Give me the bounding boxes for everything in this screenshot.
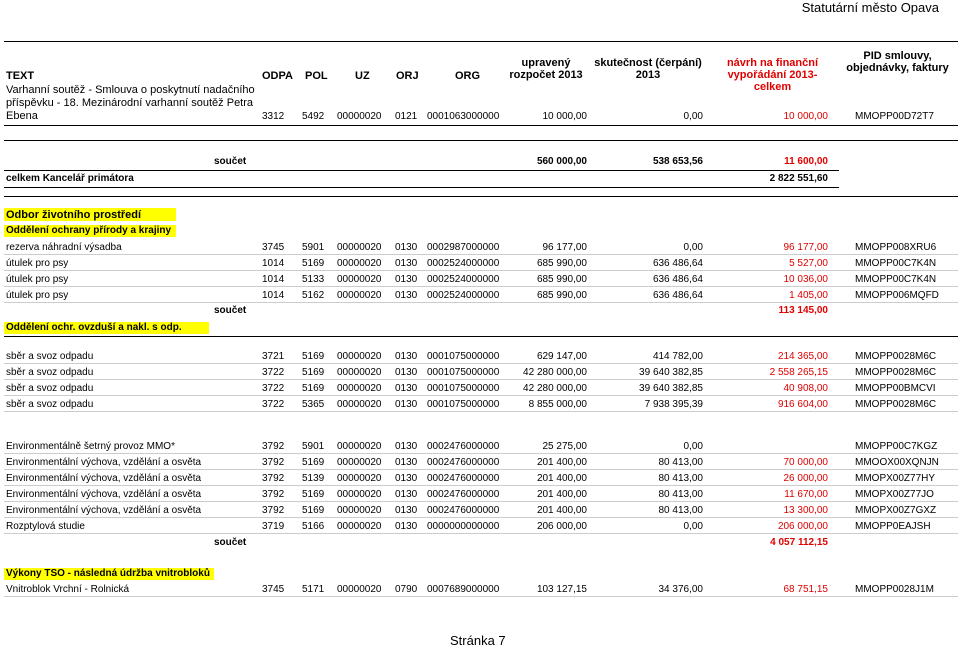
upraveny: 103 127,15: [536, 584, 587, 595]
odpa: 1014: [262, 258, 285, 269]
odpa: 3792: [262, 473, 285, 484]
upraveny: 96 177,00: [542, 242, 587, 253]
pid: MMOPX00Z7GXZ: [855, 505, 937, 516]
border: [4, 270, 958, 271]
org: 0002476000000: [427, 473, 500, 484]
pid: MMOPP008XRU6: [855, 242, 937, 253]
uz: 00000020: [337, 274, 382, 285]
uz: 00000020: [337, 441, 382, 452]
border: [4, 395, 958, 396]
uz: 00000020: [337, 290, 382, 301]
uz: 00000020: [337, 473, 382, 484]
col-pid: PID smlouvy, objednávky, faktury: [846, 50, 949, 74]
uz: 00000020: [337, 457, 382, 468]
border: [4, 254, 958, 255]
odpa: 3792: [262, 441, 285, 452]
pol: 5166: [302, 521, 325, 532]
odpa: 3312: [262, 111, 285, 122]
pid: MMOOX00XQNJN: [855, 457, 939, 468]
upraveny: 10 000,00: [542, 111, 587, 122]
soucet-navrh: 11 600,00: [784, 156, 828, 167]
page-header: Statutární město Opava: [801, 0, 939, 15]
border: [4, 485, 958, 486]
orj: 0130: [395, 489, 418, 500]
soucet-label: součet: [214, 156, 247, 167]
navrh: 916 604,00: [777, 399, 828, 410]
navrh: 68 751,15: [783, 584, 828, 595]
skutecnost: 0,00: [683, 441, 703, 452]
odpa: 1014: [262, 290, 285, 301]
navrh: 206 000,00: [777, 521, 828, 532]
skutecnost: 636 486,64: [652, 258, 703, 269]
org: 0002524000000: [427, 290, 500, 301]
skutecnost: 80 413,00: [658, 457, 703, 468]
border: [4, 379, 958, 380]
upraveny: 206 000,00: [536, 521, 587, 532]
col-pol: POL: [305, 70, 328, 82]
uz: 00000020: [337, 383, 382, 394]
uz: 00000020: [337, 521, 382, 532]
pol: 5139: [302, 473, 325, 484]
pid: MMOPP0028M6C: [855, 351, 937, 362]
pol: 5169: [302, 505, 325, 516]
orj: 0130: [395, 367, 418, 378]
border: [4, 363, 958, 364]
pol: 5169: [302, 383, 325, 394]
col-skutecnost: skutečnost (čerpání) 2013: [594, 57, 702, 81]
uz: 00000020: [337, 258, 382, 269]
row-text: útulek pro psy: [6, 258, 69, 269]
border: [4, 196, 958, 197]
section-title-ovzdusi: Oddělení ochr. ovzduší a nakl. s odp.: [6, 322, 182, 333]
pid: MMOPP00D72T7: [855, 111, 934, 122]
upraveny: 201 400,00: [536, 457, 587, 468]
upraveny: 42 280 000,00: [523, 367, 587, 378]
org: 0001075000000: [427, 383, 500, 394]
page-footer: Stránka 7: [450, 633, 506, 648]
pid: MMOPX00Z77HY: [855, 473, 936, 484]
uz: 00000020: [337, 367, 382, 378]
org: 0002476000000: [427, 489, 500, 500]
navrh: 40 908,00: [783, 383, 828, 394]
border: [4, 140, 958, 141]
col-orj: ORJ: [396, 70, 419, 82]
skutecnost: 0,00: [683, 111, 703, 122]
navrh: 10 036,00: [783, 274, 828, 285]
orj: 0130: [395, 383, 418, 394]
skutecnost: 0,00: [683, 242, 703, 253]
org: 0002524000000: [427, 274, 500, 285]
org: 0002476000000: [427, 505, 500, 516]
row-text: rezerva náhradní výsadba: [6, 242, 122, 253]
row-text: útulek pro psy: [6, 290, 69, 301]
pid: MMOPP00C7K4N: [855, 258, 937, 269]
pid: MMOPP0028M6C: [855, 399, 937, 410]
row-text: Rozptylová studie: [6, 521, 85, 532]
soucet-upraveny: 560 000,00: [536, 156, 587, 167]
upraveny: 629 147,00: [536, 351, 587, 362]
upraveny: 201 400,00: [536, 505, 587, 516]
pid: MMOPP00C7KGZ: [855, 441, 938, 452]
pol: 5169: [302, 351, 325, 362]
border: [4, 336, 958, 337]
orj: 0130: [395, 258, 418, 269]
row-text: Vnitroblok Vrchní - Rolnická: [6, 584, 130, 595]
org: 0001075000000: [427, 351, 500, 362]
odpa: 3745: [262, 242, 285, 253]
pol: 5492: [302, 111, 325, 122]
skutecnost: 7 938 395,39: [644, 399, 703, 410]
col-odpa: ODPA: [262, 70, 293, 82]
pol: 5133: [302, 274, 325, 285]
row-text: sběr a svoz odpadu: [6, 399, 94, 410]
row-text: Environmentální výchova, vzdělání a osvěta: [6, 473, 202, 484]
border: [4, 187, 839, 188]
border: [4, 469, 958, 470]
skutecnost: 636 486,64: [652, 290, 703, 301]
celkem-navrh: 2 822 551,60: [769, 173, 828, 184]
orj: 0130: [395, 505, 418, 516]
uz: 00000020: [337, 399, 382, 410]
odpa: 3721: [262, 351, 285, 362]
uz: 00000020: [337, 242, 382, 253]
col-upraveny: upravený rozpočet 2013: [509, 57, 583, 81]
border: [4, 533, 958, 534]
pol: 5169: [302, 367, 325, 378]
uz: 00000020: [337, 584, 382, 595]
skutecnost: 80 413,00: [658, 489, 703, 500]
orj: 0121: [395, 111, 418, 122]
navrh: 11 670,00: [784, 489, 828, 500]
uz: 00000020: [337, 505, 382, 516]
row-text: sběr a svoz odpadu: [6, 367, 94, 378]
col-uz: UZ: [355, 70, 370, 82]
org: 0001063000000: [427, 111, 500, 122]
row-text: Environmentálně šetrný provoz MMO*: [6, 441, 175, 452]
col-org: ORG: [455, 70, 481, 82]
border: [4, 411, 958, 412]
org: 0002476000000: [427, 441, 500, 452]
pid: MMOPP006MQFD: [855, 290, 939, 301]
ochrany-soucet: 113 145,00: [778, 305, 828, 316]
org: 0001075000000: [427, 399, 500, 410]
upraveny: 201 400,00: [536, 489, 587, 500]
row-text: sběr a svoz odpadu: [6, 383, 94, 394]
odpa: 3722: [262, 399, 285, 410]
celkem-label: celkem Kancelář primátora: [6, 173, 134, 184]
row-text: sběr a svoz odpadu: [6, 351, 94, 362]
skutecnost: 39 640 382,85: [639, 367, 703, 378]
navrh: 2 558 265,15: [769, 367, 828, 378]
env-soucet: 4 057 112,15: [770, 537, 828, 548]
row-text: útulek pro psy: [6, 274, 69, 285]
orj: 0130: [395, 399, 418, 410]
org: 0002524000000: [427, 258, 500, 269]
odbor-title: Odbor životního prostředí: [6, 209, 142, 221]
upraveny: 201 400,00: [536, 473, 587, 484]
navrh: 5 527,00: [789, 258, 828, 269]
pol: 5171: [302, 584, 325, 595]
navrh: 96 177,00: [783, 242, 828, 253]
skutecnost: 34 376,00: [658, 584, 703, 595]
section-title-ochrany: Oddělení ochrany přírody a krajiny: [6, 225, 172, 236]
orj: 0130: [395, 290, 418, 301]
border: [4, 170, 839, 171]
border: [4, 517, 958, 518]
skutecnost: 80 413,00: [658, 473, 703, 484]
skutecnost: 414 782,00: [652, 351, 703, 362]
odpa: 3722: [262, 367, 285, 378]
org: 0000000000000: [427, 521, 500, 532]
odpa: 3719: [262, 521, 285, 532]
border: [4, 596, 958, 597]
pol: 5162: [302, 290, 325, 301]
uz: 00000020: [337, 351, 382, 362]
soucet-label: součet: [214, 537, 247, 548]
orj: 0130: [395, 457, 418, 468]
pol: 5169: [302, 489, 325, 500]
navrh: 214 365,00: [777, 351, 828, 362]
pol: 5901: [302, 441, 325, 452]
org: 0002987000000: [427, 242, 500, 253]
navrh: 70 000,00: [783, 457, 828, 468]
skutecnost: 636 486,64: [652, 274, 703, 285]
border: [4, 501, 958, 502]
pid: MMOPP0028M6C: [855, 367, 937, 378]
skutecnost: 0,00: [683, 521, 703, 532]
border: [4, 302, 958, 303]
pid: MMOPP00C7K4N: [855, 274, 937, 285]
skutecnost: 39 640 382,85: [639, 383, 703, 394]
upraveny: 685 990,00: [536, 258, 587, 269]
navrh: 13 300,00: [783, 505, 828, 516]
uz: 00000020: [337, 111, 382, 122]
orj: 0130: [395, 242, 418, 253]
col-text: TEXT: [6, 70, 35, 82]
org: 0001075000000: [427, 367, 500, 378]
border: [4, 286, 958, 287]
soucet-label: součet: [214, 305, 247, 316]
row-text: Environmentální výchova, vzdělání a osvěta: [6, 457, 202, 468]
orj: 0790: [395, 584, 418, 595]
pol: 5901: [302, 242, 325, 253]
odpa: 3722: [262, 383, 285, 394]
upraveny: 42 280 000,00: [523, 383, 587, 394]
upraveny: 8 855 000,00: [528, 399, 587, 410]
pid: MMOPP00BMCVI: [855, 383, 936, 394]
navrh: 1 405,00: [789, 290, 828, 301]
soucet-skutecnost: 538 653,56: [652, 156, 703, 167]
section-title-tso: Výkony TSO - následná údržba vnitrobloků: [6, 568, 210, 579]
org: 0007689000000: [427, 584, 500, 595]
pid: MMOPX00Z77JO: [855, 489, 934, 500]
row-text: Varhanní soutěž - Smlouva o poskytnutí nadačního příspěvku - 18. Mezinárodní varhanní soutěž Petra Ebena: [6, 84, 255, 122]
row-text: Environmentální výchova, vzdělání a osvěta: [6, 505, 202, 516]
odpa: 3792: [262, 505, 285, 516]
upraveny: 25 275,00: [542, 441, 587, 452]
navrh: 26 000,00: [783, 473, 828, 484]
orj: 0130: [395, 473, 418, 484]
border: [4, 125, 958, 126]
orj: 0130: [395, 274, 418, 285]
navrh: 10 000,00: [783, 111, 828, 122]
odpa: 3792: [262, 457, 285, 468]
pol: 5365: [302, 399, 325, 410]
orj: 0130: [395, 441, 418, 452]
upraveny: 685 990,00: [536, 290, 587, 301]
orj: 0130: [395, 521, 418, 532]
pid: MMOPP0EAJSH: [855, 521, 931, 532]
orj: 0130: [395, 351, 418, 362]
pol: 5169: [302, 258, 325, 269]
odpa: 3792: [262, 489, 285, 500]
odpa: 3745: [262, 584, 285, 595]
border: [4, 453, 958, 454]
upraveny: 685 990,00: [536, 274, 587, 285]
uz: 00000020: [337, 489, 382, 500]
border: [4, 41, 958, 42]
odpa: 1014: [262, 274, 285, 285]
pid: MMOPP0028J1M: [855, 584, 934, 595]
row-text: Environmentální výchova, vzdělání a osvěta: [6, 489, 202, 500]
pol: 5169: [302, 457, 325, 468]
org: 0002476000000: [427, 457, 500, 468]
col-navrh: návrh na finanční vypořádání 2013-celkem: [726, 57, 819, 93]
skutecnost: 80 413,00: [658, 505, 703, 516]
